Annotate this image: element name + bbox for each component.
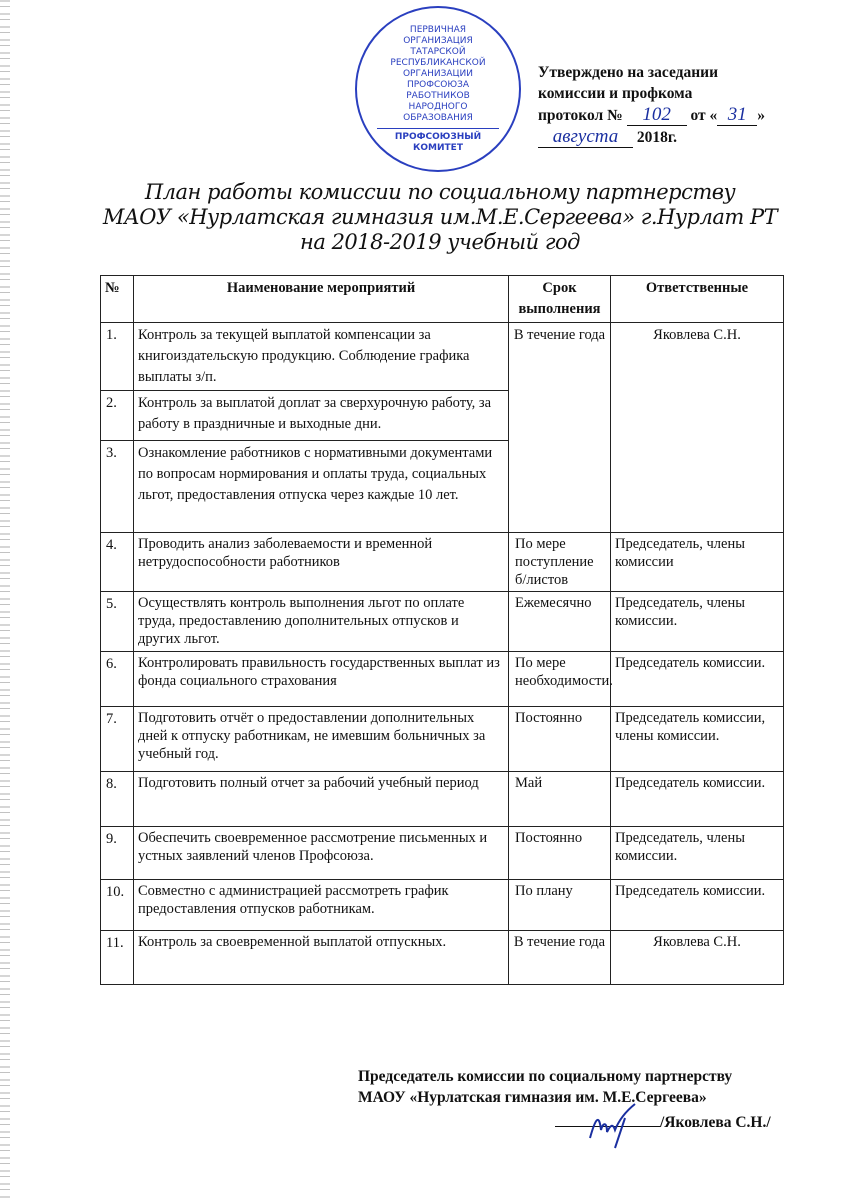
approval-line2: комиссии и профкома [538, 85, 693, 102]
table-row [101, 772, 784, 827]
row-activity: Контроль за текущей выплатой компенсации за книгоиздательскую продукцию. Соблюдение графика выплаты з/п. [134, 323, 509, 391]
document-title [60, 180, 820, 255]
row-number: 9. [101, 827, 134, 880]
approval-block [538, 62, 765, 148]
scan-edge-artifact [0, 0, 10, 1200]
table-row [101, 533, 784, 592]
row-term: По мере поступление б/листов [509, 533, 611, 592]
approval-line1: Утверждено на заседании [538, 64, 719, 81]
stamp-seal [355, 6, 521, 172]
row-number: 2. [101, 391, 134, 441]
stamp-center-text: ПРОФСОЮЗНЫЙ КОМИТЕТ [377, 128, 499, 154]
row-term: Постоянно [509, 827, 611, 880]
footer-line2: МАОУ «Нурлатская гимназия им. М.Е.Сергеева» [358, 1089, 707, 1106]
table-row [101, 592, 784, 652]
row-responsible: Председатель, члены комиссии [611, 533, 784, 592]
row-responsible: Председатель комиссии, члены комиссии. [611, 707, 784, 772]
table-row [101, 323, 784, 391]
title-line3: на 2018-2019 учебный год [300, 230, 580, 254]
protocol-label: протокол № [538, 107, 623, 124]
row-activity: Совместно с администрацией рассмотреть график предоставления отпусков работникам. [134, 880, 509, 931]
row-activity: Подготовить отчёт о предоставлении дополнительных дней к отпуску работникам, не имевшим больничных за учебный год. [134, 707, 509, 772]
signature-name: /Яковлева С.Н./ [660, 1114, 771, 1131]
table-row [101, 827, 784, 880]
header-number: № [101, 276, 134, 323]
row-responsible: Председатель комиссии. [611, 652, 784, 707]
row-number: 4. [101, 533, 134, 592]
row-number: 10. [101, 880, 134, 931]
row-number: 5. [101, 592, 134, 652]
row-responsible: Председатель комиссии. [611, 772, 784, 827]
title-line2: МАОУ «Нурлатская гимназия им.М.Е.Сергеева» г.Нурлат РТ [102, 205, 778, 229]
row-responsible: Яковлева С.Н. [611, 323, 784, 533]
row-number: 7. [101, 707, 134, 772]
row-number: 6. [101, 652, 134, 707]
row-number: 11. [101, 931, 134, 985]
row-term: Май [509, 772, 611, 827]
row-responsible: Яковлева С.Н. [611, 931, 784, 985]
row-number: 3. [101, 441, 134, 533]
row-responsible: Председатель, члены комиссии. [611, 592, 784, 652]
date-close: » [757, 107, 765, 124]
row-activity: Осуществлять контроль выполнения льгот по оплате труда, предоставлению дополнительных отпусков и других льгот. [134, 592, 509, 652]
row-activity: Контролировать правильность государственных выплат из фонда социального страхования [134, 652, 509, 707]
table-row [101, 931, 784, 985]
plan-table [100, 275, 784, 985]
row-term: Постоянно [509, 707, 611, 772]
footer-line1: Председатель комиссии по социальному партнерству [358, 1068, 733, 1085]
row-number: 8. [101, 772, 134, 827]
row-activity: Обеспечить своевременное рассмотрение письменных и устных заявлений членов Профсоюза. [134, 827, 509, 880]
row-activity: Контроль за выплатой доплат за сверхурочную работу, за работу в праздничные и выходные дни. [134, 391, 509, 441]
handwritten-signature [585, 1100, 645, 1150]
header-activity: Наименование мероприятий [134, 276, 509, 323]
row-term: Ежемесячно [509, 592, 611, 652]
approval-year: 2018г. [636, 129, 678, 146]
table-row [101, 707, 784, 772]
title-line1: План работы комиссии по социальному партнерству [144, 180, 736, 204]
approval-month: августа [538, 126, 633, 148]
row-responsible: Председатель комиссии. [611, 880, 784, 931]
header-term: Срок выполнения [509, 276, 611, 323]
row-term: В течение года [509, 323, 611, 533]
approval-day: 31 [717, 104, 757, 126]
row-term: По мере необходимости. [509, 652, 611, 707]
row-activity: Контроль за своевременной выплатой отпускных. [134, 931, 509, 985]
row-number: 1. [101, 323, 134, 391]
table-row [101, 880, 784, 931]
row-term: По плану [509, 880, 611, 931]
date-from-label: от « [690, 107, 718, 124]
row-activity: Подготовить полный отчет за рабочий учебный период [134, 772, 509, 827]
footer-block [358, 1066, 732, 1108]
stamp-text: ПЕРВИЧНАЯ ОРГАНИЗАЦИЯ ТАТАРСКОЙ РЕСПУБЛИКАНСКОЙ ОРГАНИЗАЦИИ ПРОФСОЮЗА РАБОТНИКОВ НАРОДНОГО ОБРАЗОВАНИЯ [390, 24, 486, 123]
row-term: В течение года [509, 931, 611, 985]
row-activity: Проводить анализ заболеваемости и временной нетрудоспособности работников [134, 533, 509, 592]
row-responsible: Председатель, члены комиссии. [611, 827, 784, 880]
header-responsible: Ответственные [611, 276, 784, 323]
table-header-row [101, 276, 784, 323]
protocol-number: 102 [627, 104, 687, 126]
table-row [101, 652, 784, 707]
row-activity: Ознакомление работников с нормативными документами по вопросам нормирования и оплаты труда, социальных льгот, предоставления отпуска через каждые 10 лет. [134, 441, 509, 533]
